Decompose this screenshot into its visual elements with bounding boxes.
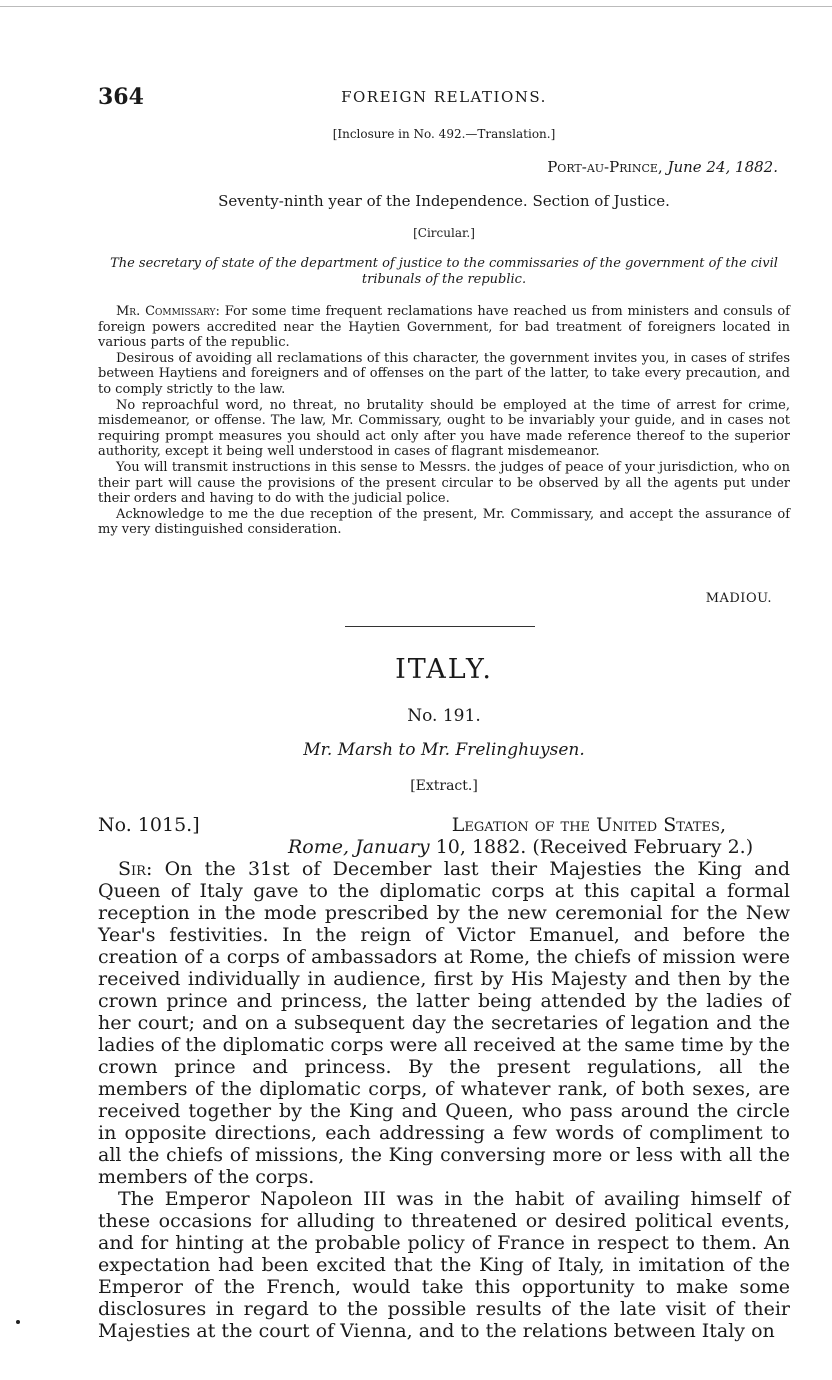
letter-paragraph: Mr. Commissary: For some time frequent reclamations have reached us from ministers and consuls of foreign powers accredited near the Haytien Government, for bad treatment of foreigners located in various parts of the republic. <box>98 304 790 351</box>
dateline-date: June 24, 1882. <box>667 158 778 176</box>
country-heading: ITALY. <box>395 654 493 685</box>
running-head: FOREIGN RELATIONS. <box>341 88 547 106</box>
circular-address: The secretary of state of the department of justice to the commissaries of the government of the civil tribunals of the republic. <box>110 256 778 287</box>
letter-paragraph: You will transmit instructions in this sense to Messrs. the judges of peace of your jurisdiction, who on their part will cause the provisions of the present circular to be observed by all the agents put under their orders and having to do with the judicial police. <box>98 459 790 507</box>
salutation: Sir: <box>118 858 153 880</box>
margin-mark <box>16 1320 20 1324</box>
circular-label: [Circular.] <box>413 226 475 240</box>
signature: MADIOU. <box>705 591 772 606</box>
despatch-body <box>98 858 790 1342</box>
letter-paragraph: Acknowledge to me the due reception of the present, Mr. Commissary, and accept the assurance of my very distinguished consideration. <box>98 506 790 538</box>
independence-year-line: Seventy-ninth year of the Independence. Section of Justice. <box>218 192 670 210</box>
circular-letter <box>98 304 790 538</box>
letter-paragraph: The Emperor Napoleon III was in the habit of availing himself of these occasions for alluding to threatened or desired political events, and for hinting at the probable policy of France in respect to them. An expectation had been excited that the King of Italy, in imitation of the Emperor of the French, would take this opportunity to make some disclosures in regard to the possible results of the late visit of their Majesties at the court of Vienna, and to the relations between Italy on <box>98 1188 790 1342</box>
salutation: Mr. Commissary: <box>116 304 220 319</box>
letter-paragraph: No reproachful word, no threat, no brutality should be employed at the time of arrest for crime, misdemeanor, or offense. The law, Mr. Commissary, ought to be invariably your guide, and in cases not requiring prompt measures you should act only after you have made reference thereof to the superior authority, except it being well understood in cases of flagrant misdemeanor. <box>98 397 790 460</box>
despatch-dateline <box>288 836 753 858</box>
legation-heading: Legation of the United States, <box>451 814 726 836</box>
despatch-month: January <box>355 836 430 858</box>
page-number: 364 <box>98 84 144 110</box>
dateline <box>547 158 778 176</box>
correspondents-heading: Mr. Marsh to Mr. Frelinghuysen. <box>303 740 585 760</box>
despatch-number: No. 1015.] <box>98 814 200 836</box>
despatch-day-year: 10, 1882. <box>429 836 527 858</box>
document-number: No. 191. <box>407 706 481 726</box>
letter-paragraph: Desirous of avoiding all reclamations of this character, the government invites you, in cases of strifes between Haytiens and foreigners and of offenses on the part of the latter, to take every precaution, and to comply strictly to the law. <box>98 350 790 397</box>
extract-label: [Extract.] <box>410 778 478 794</box>
inclosure-note: [Inclosure in No. 492.—Translation.] <box>332 127 556 141</box>
dateline-place: Port-au-Prince, <box>547 158 663 176</box>
top-rule <box>0 6 832 7</box>
page-header <box>98 84 790 110</box>
letter-paragraph: Sir: On the 31st of December last their Majesties the King and Queen of Italy gave to the diplomatic corps at this capital a formal reception in the mode prescribed by the new ceremonial for the New Year's festivities. In the reign of Victor Emanuel, and before the creation of a corps of ambassadors at Rome, the chiefs of mission were received individually in audience, first by His Majesty and then by the crown prince and princess, the latter being attended by the ladies of her court; and on a subsequent day the secretaries of legation and the ladies of the diplomatic corps were all received at the same time by the crown prince and princess. By the present regulations, all the members of the diplomatic corps, of whatever rank, of both sexes, are received together by the King and Queen, who pass around the circle in opposite directions, each addressing a few words of compliment to all the chiefs of missions, the King conversing more or less with all the members of the corps. <box>98 858 790 1188</box>
section-divider <box>345 626 535 627</box>
despatch-place: Rome, <box>288 836 350 858</box>
received-date: (Received February 2.) <box>532 836 754 858</box>
